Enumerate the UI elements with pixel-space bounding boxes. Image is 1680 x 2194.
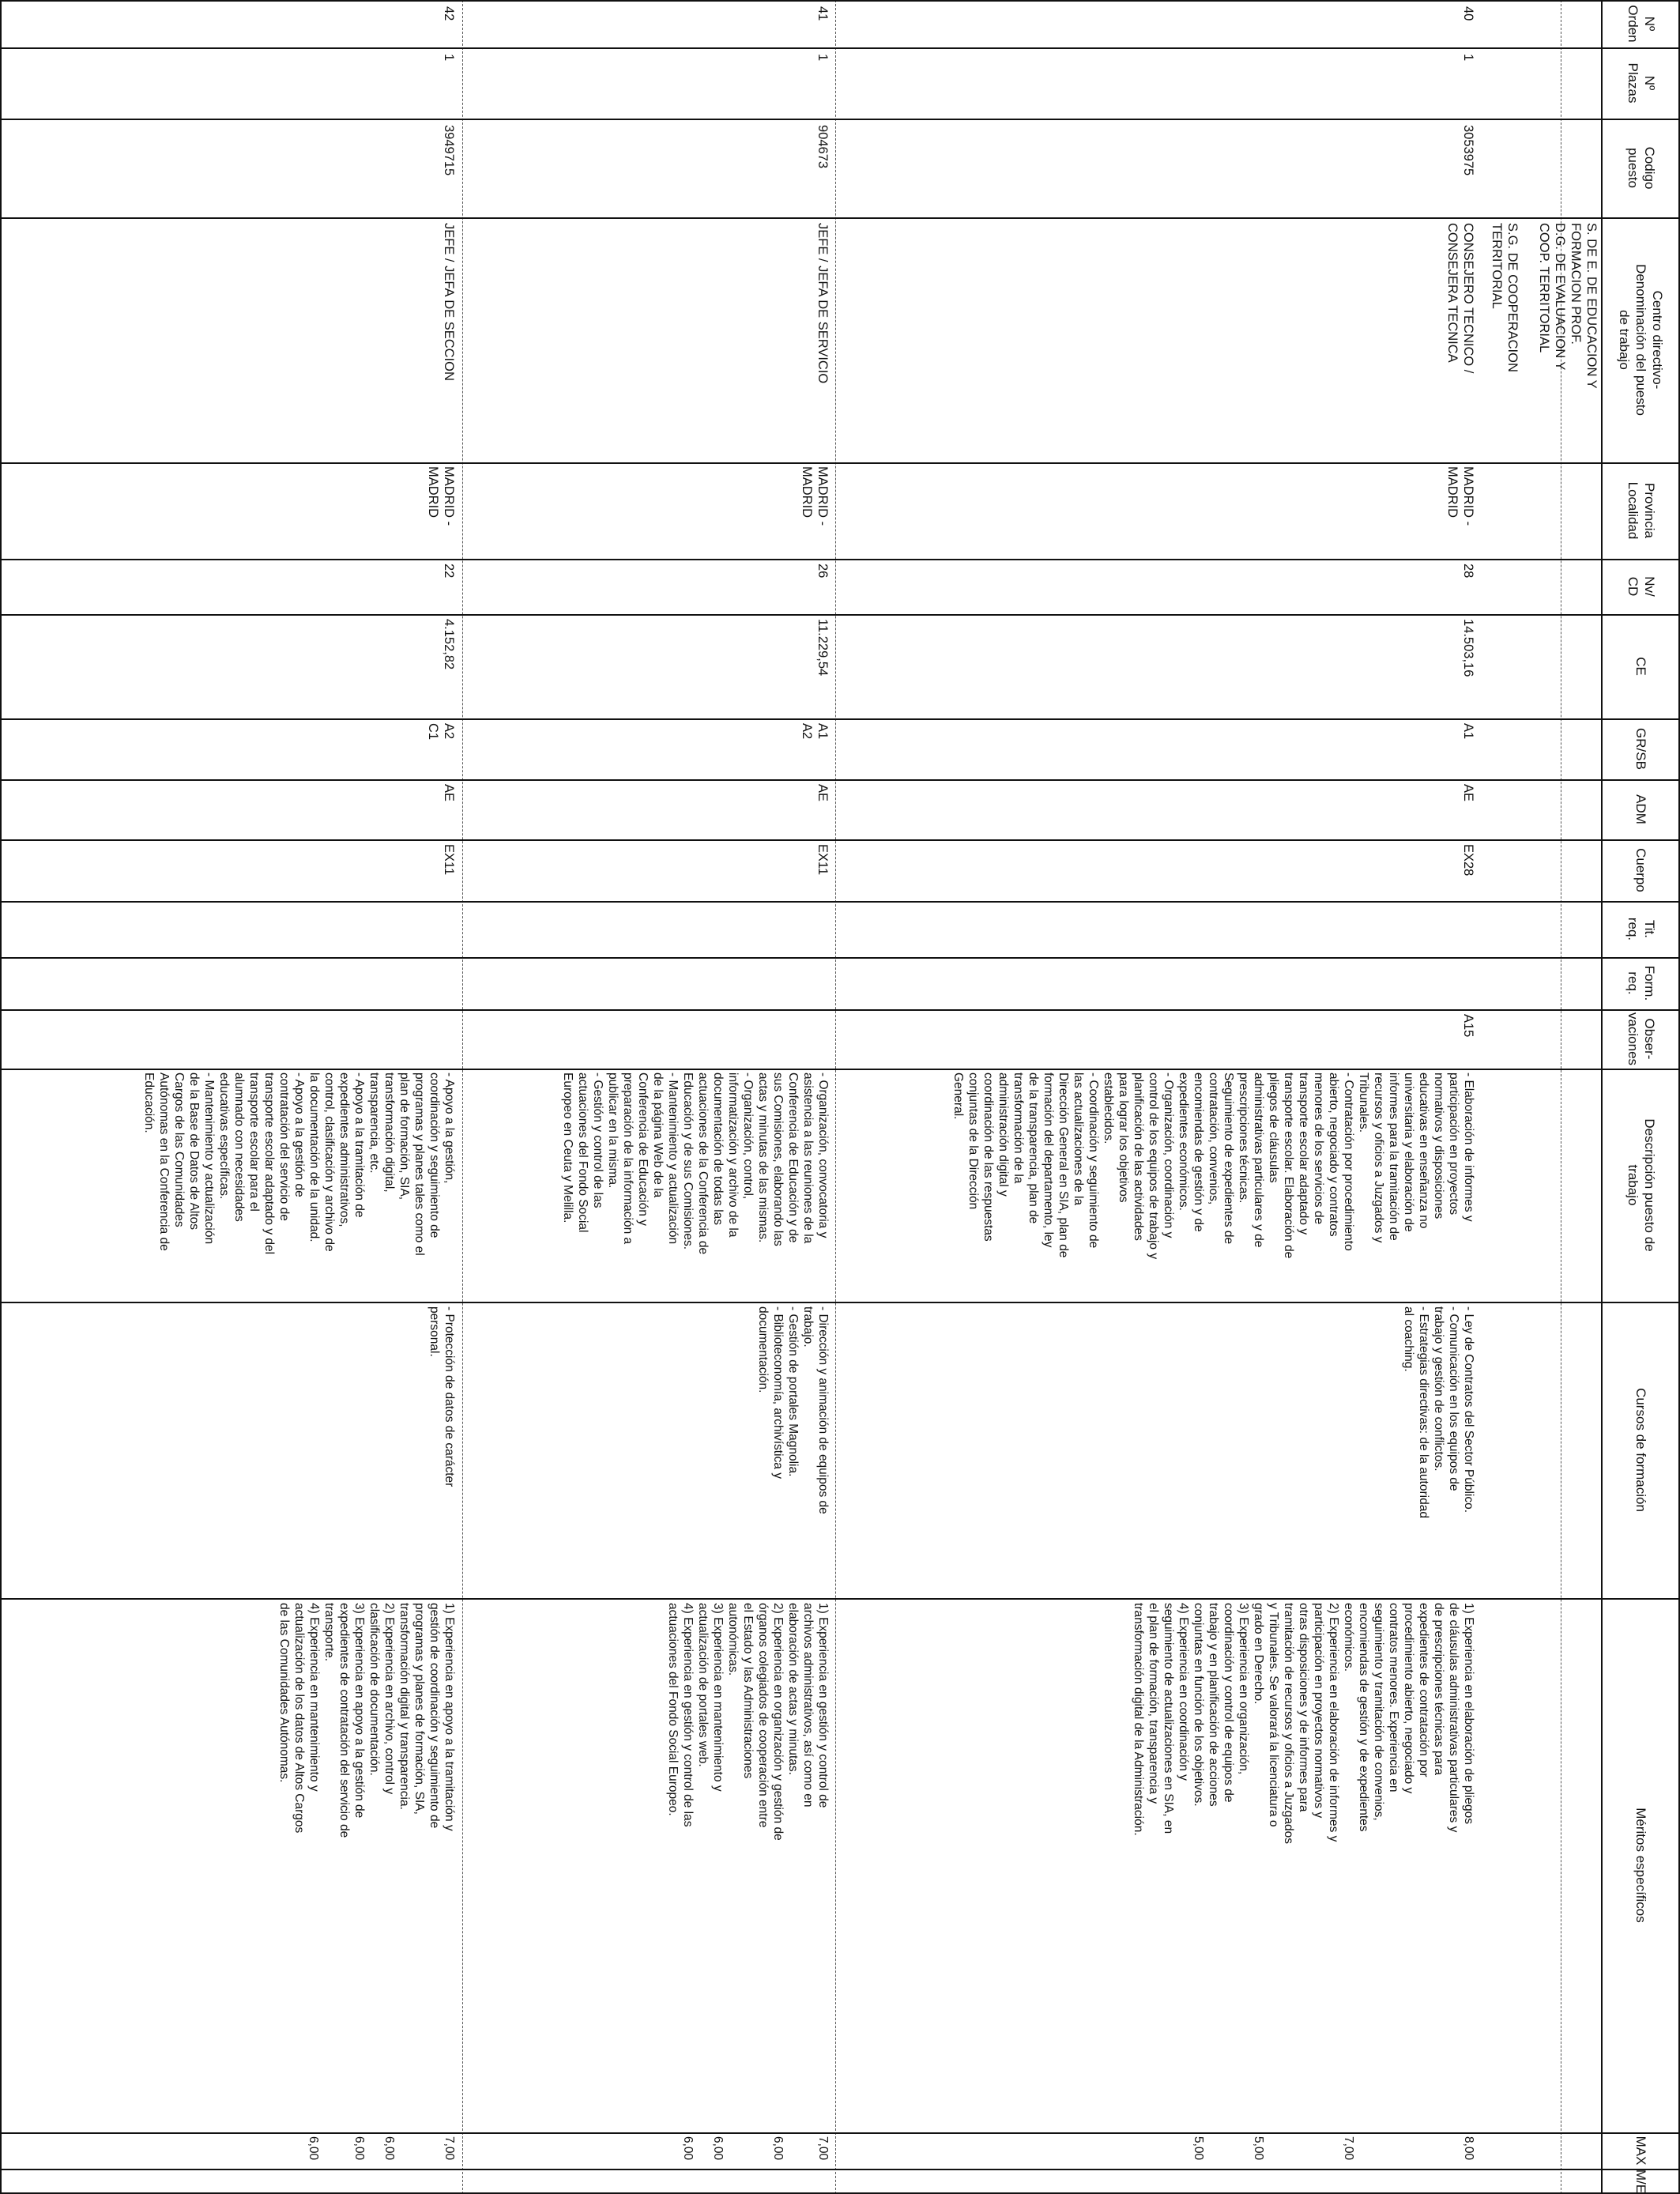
row-obs: A15 bbox=[1461, 1014, 1475, 1038]
row-orden: 40 bbox=[1461, 6, 1475, 21]
header-form: Form. req. bbox=[1625, 965, 1657, 1001]
row-ce: 11.229,54 bbox=[816, 619, 830, 677]
row-orden: 41 bbox=[816, 6, 830, 21]
row-nivel: 26 bbox=[816, 564, 830, 579]
row-cursos: - Dirección y animación de equipos de trabajo. - Gestión de portales Magnolia. - Biblioteconomía, archivística y documentación. bbox=[756, 1306, 830, 1514]
grid-line bbox=[0, 2132, 1680, 2134]
header-codigo: Codigo puesto bbox=[1625, 146, 1657, 190]
row-adm: AE bbox=[442, 784, 456, 802]
grid-line bbox=[0, 1598, 1680, 1600]
row-denominacion: CONSEJERO TECNICO / CONSEJERA TECNICA bbox=[1445, 223, 1475, 374]
row-ce: 4.152,82 bbox=[442, 619, 456, 670]
row-max-3: 6,00 bbox=[681, 2136, 695, 2161]
row-orden: 42 bbox=[442, 6, 456, 21]
row-separator-41 bbox=[462, 0, 463, 2194]
header-adm: ADM bbox=[1633, 794, 1649, 824]
row-meritos: 1) Experiencia en gestión y control de archivos administrativos, así como en elaboración de actas y minutas. 2) Experiencia en organización y gestión de órganos colegiados de cooperación entre el Estado y las Administraciones autonómicas. 3) Experiencia en mantenimiento y actualización de portales web. 4) Experiencia en gestión y control de las actuaciones del Fondo Social Europeo. bbox=[666, 1603, 830, 1841]
header-obs: Obser- vaciones bbox=[1625, 1012, 1657, 1066]
row-max-3: 6,00 bbox=[307, 2136, 320, 2161]
bottom-border bbox=[0, 0, 2, 2194]
row-codigo: 904673 bbox=[816, 125, 830, 169]
header-desc: Descripción puesto de trabajo bbox=[1625, 1118, 1657, 1252]
row-grsb: A1 bbox=[1461, 723, 1475, 740]
row-max-0: 7,00 bbox=[816, 2136, 830, 2161]
header-plazas: Nº Plazas bbox=[1625, 62, 1657, 104]
row-desc: - Organización, convocatoria y asistencia a las reuniones de la Conferencia de Educación y de sus Comisiones, elaborando las actas y minutas de las mismas. - Organización, control, informatización y archivo de la documentación de todas las actuaciones de la Conferencia de Educación y de sus Comisiones. - Mantenimiento y actualización de la página Web de la Conferencia de Educación y preparación de la información a publicar en la misma. - Gestión y control de las actuaciones del Fondo Social Europeo en Ceuta y Melilla. bbox=[561, 1072, 830, 1255]
header-provincia: Provincia Localidad bbox=[1625, 481, 1657, 540]
row-adm: AE bbox=[1461, 784, 1475, 802]
row-ce: 14.503,16 bbox=[1461, 619, 1475, 677]
row-cursos: - Ley de Contratos del Sector Público. - Comunicación en los equipos de trabajo y gestión de conflictos. - Estrategias directivas: de la autoridad al coaching. bbox=[1402, 1306, 1475, 1518]
grid-line bbox=[0, 0, 1680, 2]
header-grsb: GR/SB bbox=[1633, 728, 1649, 770]
header-cuerpo: Cuerpo bbox=[1633, 848, 1649, 892]
grid-line bbox=[0, 2169, 1680, 2170]
row-plazas: 1 bbox=[1461, 54, 1475, 62]
header-max: MAX bbox=[1633, 2136, 1649, 2166]
row-provincia: MADRID - MADRID bbox=[426, 466, 456, 526]
row-provincia: MADRID - MADRID bbox=[1445, 466, 1475, 526]
grid-line bbox=[0, 718, 1680, 720]
header-me: M/E bbox=[1633, 2169, 1649, 2194]
row-cuerpo: EX28 bbox=[1461, 844, 1475, 876]
row-max-2: 6,00 bbox=[352, 2136, 366, 2161]
grid-line bbox=[0, 614, 1680, 616]
header-cursos: Cursos de formación bbox=[1633, 1388, 1649, 1512]
row-plazas: 1 bbox=[816, 54, 830, 62]
row-plazas: 1 bbox=[442, 54, 456, 62]
grid-line bbox=[0, 119, 1680, 120]
header-meritos: Méritos específicos bbox=[1633, 1808, 1649, 1923]
row-max-1: 6,00 bbox=[382, 2136, 396, 2161]
row-codigo: 3949715 bbox=[442, 125, 456, 176]
header-orden: Nº Orden bbox=[1625, 5, 1657, 43]
grid-line bbox=[0, 1302, 1680, 1303]
header-bottom-line bbox=[1601, 0, 1603, 2194]
row-codigo: 3053975 bbox=[1461, 125, 1475, 176]
header-nivel: Nv/ CD bbox=[1625, 576, 1657, 597]
row-desc: - Elaboración de informes y participación en proyectos normativos y disposiciones educativas en enseñanza no universitaria y elaboración de informes para la tramitación de recursos y oficios a Juzgados y Tribunales. - Contratación por procedimiento abierto, negociado y contratos menores de los servicios de transporte escolar adaptado y transporte escolar. Elaboración de pliegos de cláusulas administrativas particulares y de prescripciones técnicas. Seguimiento de expedientes de contratación, convenios, encomiendas de gestión y de expedientes económicos. - Organización, coordinación y control de los equipos de trabajo y planificación de las actividades para lograr los objetivos establecidos. - Coordinación y seguimiento de las actualizaciones de la Dirección General en SIA, plan de formación del departamento, ley de la transparencia, plan de transformación de la administración digital y coordinación de las respuestas conjuntas de la Dirección General. bbox=[951, 1072, 1475, 1260]
header-centro: Centro directivo- Denominación del puesto de trabajo bbox=[1617, 264, 1666, 416]
grid-line bbox=[0, 462, 1680, 464]
grid-line bbox=[0, 779, 1680, 781]
row-max-1: 7,00 bbox=[1342, 2136, 1355, 2161]
row-desc: - Apoyo a la gestión, coordinación y seguimiento de programas y planes tales como el plan de formación, SIA, transformación digital, transparencia, etc. - Apoyo a la tramitación de expedientes administrativos, control, clasificación y archivo de la documentación de la unidad. - Apoyo a la gestión de contratación del servicio de transporte escolar adaptado y del transporte escolar para el alumnado con necesidades educativas específicas. - Mantenimiento y actualización de la Base de Datos de Altos Cargos de las Comunidades Autónomas en la Conferencia de Educación. bbox=[142, 1072, 456, 1256]
header-ce: CE bbox=[1633, 657, 1649, 676]
grid-line bbox=[0, 559, 1680, 560]
row-max-2: 6,00 bbox=[711, 2136, 725, 2161]
grid-line bbox=[0, 839, 1680, 841]
row-denominacion: JEFE / JEFA DE SECCION bbox=[442, 223, 456, 381]
row-nivel: 22 bbox=[442, 564, 456, 579]
row-nivel: 28 bbox=[1461, 564, 1475, 579]
grid-line bbox=[0, 1069, 1680, 1070]
row-max-0: 8,00 bbox=[1462, 2136, 1475, 2161]
row-grsb: A1 A2 bbox=[800, 723, 830, 740]
header-tit: Tit. req. bbox=[1625, 917, 1657, 941]
row-cuerpo: EX11 bbox=[442, 844, 456, 876]
row-max-3: 5,00 bbox=[1192, 2136, 1205, 2161]
unit-centro: S. DE E. DE EDUCACION Y FORMACION PROF. D.G. DE EVALUACION Y COOP. TERRITORIAL S.G. DE COOPERACION TERRITORIAL bbox=[1490, 223, 1599, 389]
grid-line bbox=[0, 217, 1680, 219]
grid-line bbox=[0, 957, 1680, 959]
row-adm: AE bbox=[816, 784, 830, 802]
grid-line bbox=[0, 901, 1680, 903]
row-denominacion: JEFE / JEFA DE SERVICIO bbox=[816, 223, 830, 384]
row-cursos: - Protección de datos de carácter personal. bbox=[428, 1306, 456, 1487]
row-separator-40 bbox=[835, 0, 836, 2194]
row-max-0: 7,00 bbox=[443, 2136, 456, 2161]
row-grsb: A2 C1 bbox=[426, 723, 456, 741]
grid-line bbox=[0, 1009, 1680, 1011]
grid-line bbox=[0, 47, 1680, 49]
row-meritos: 1) Experiencia en elaboración de pliegos de cláusulas administrativas particulares y de prescripciones técnicas para expedientes de contratación por procedimiento abierto, negociado y contratos menores. Experiencia en seguimiento y tramitación de convenios, encomiendas de gestión y de expedientes económicos. 2) Experiencia en elaboración de informes y participación en proyectos normativos y otras disposiciones y de informes para tramitación de recursos y oficios a Juzgados y Tribunales. Se valorará la licenciatura o grado en Derecho. 3) Experiencia en organización, coordinación y control de equipos de trabajo y en planificación de acciones conjuntas en función de los objetivos. 4) Experiencia en coordinación y seguimiento de actualizaciones en SIA, en el plan de formación, transparencia y transformación digital de la Administración. bbox=[1132, 1603, 1475, 1844]
row-provincia: MADRID - MADRID bbox=[800, 466, 830, 526]
row-max-2: 5,00 bbox=[1252, 2136, 1265, 2161]
row-cuerpo: EX11 bbox=[816, 844, 830, 876]
row-max-1: 6,00 bbox=[771, 2136, 785, 2161]
row-meritos: 1) Experiencia en apoyo a la tramitación y gestión de coordinación y seguimiento de programas y planes de formación, SIA, transformación digital y transparencia. 2) Experiencia en archivo, control y clasificación de documentación. 3) Experiencia en apoyo a la gestión de expedientes de contratación del servicio de transporte. 4) Experiencia en mantenimiento y actualización de los datos de Altos Cargos de las Comunidades Autónomas. bbox=[277, 1603, 456, 1838]
